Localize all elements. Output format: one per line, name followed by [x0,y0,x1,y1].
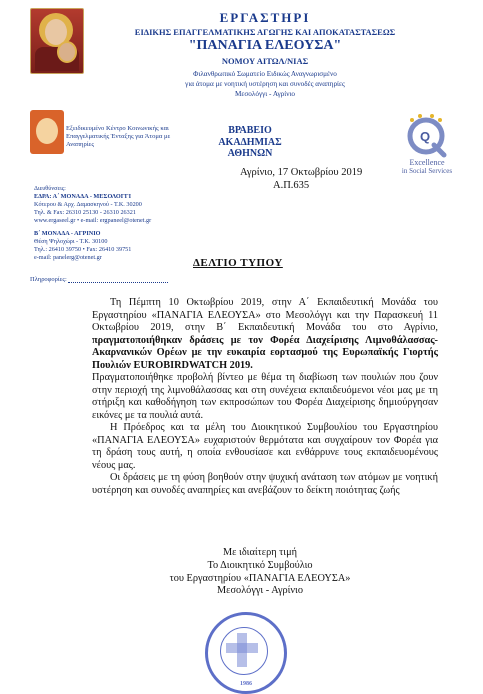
address-b-line3: e-mail: panelerg@otenet.gr [34,254,102,261]
paragraph-3: Η Πρόεδρος και τα μέλη του Διοικητικού Συμβουλίου του Εργαστηρίου «ΠΑΝΑΓΙΑ ΕΛΕΟΥΣΑ» ευχαριστούν θερμότατα και συγχαίρουν τον Φορέα για τη δράση τους αυτή, η οποία ενθουσίασε και ενθάρρυνε τους εκπαιδευομένους νέους μας. [92,422,438,471]
center-logo-mark [36,118,58,144]
address-b-title-text: Β΄ ΜΟΝΑΔΑ - ΑΓΡΙΝΙΟ [34,230,101,237]
closing-line4: Μεσολόγγι - Αγρίνιο [217,585,303,597]
protocol-number: Α.Π.635 [273,180,310,191]
closing-line2: Το Διοικητικό Συμβούλιο [207,559,313,571]
stamp-cross-horizontal [226,643,258,653]
center-logo [30,110,64,154]
address-a-line1: Κότερου & Αρχ. Δαμασκηνού - Τ.Κ. 30200 [34,201,142,208]
paragraph-1 [92,297,438,372]
closing-line3: του Εργαστηρίου «ΠΑΝΑΓΙΑ ΕΛΕΟΥΣΑ» [169,572,351,584]
press-release-title: ΔΕΛΤΙΟ ΤΥΠΟΥ [193,257,283,269]
paragraph-2: Πραγματοποιήθηκε προβολή βίντεο με θέμα τη διαβίωση των πουλιών που ζουν στην περιοχή της λιμνοθάλασσας και στη συνέχεια εκπαιδευόμενοι νέοι μας με τη στήριξη και καθοδήγηση των εκπροσώπων του Φορέα Διαχείρισης δημιούργησαν εικόνες με τα πουλιά αυτά. [92,372,438,421]
address-a-title [34,193,179,200]
closing-block [150,547,370,598]
religious-icon-image [30,8,84,74]
award-line1: ΒΡΑΒΕΙΟ [228,125,272,136]
header-name: "ΠΑΝΑΓΙΑ ΕΛΕΟΥΣΑ" [188,38,342,53]
paragraph-1-bold: πραγματοποιήθηκαν δράσεις με τον Φορέα Διαχείρισης Λιμνοθάλασσας- Ακαρνανικών Ορέων με την ευκαιρία εορτασμού της Ευρωπαϊκής Γιορτής Πουλιών EUROBIRDWATCH 2019. [92,334,438,371]
info-dotted-line [68,282,168,283]
official-stamp [205,612,287,694]
header-subtitle: ΕΙΔΙΚΗΣ ΕΠΑΓΓΕΛΜΑΤΙΚΗΣ ΑΓΩΓΗΣ ΚΑΙ ΑΠΟΚΑΤΑΣΤΑΣΕΩΣ [134,27,396,37]
address-b-line1: Θέση Ψηλοχώρι - Τ.Κ. 30100 [34,238,108,245]
award-line2: ΑΚΑΔΗΜΙΑΣ ΑΘΗΝΩΝ [218,137,282,159]
address-b-line2: Τηλ.: 26410 39750 • Fax: 26410 39751 [34,246,132,253]
body-text [92,297,438,497]
header-line1: Φιλανθρωπικό Σωματείο Ειδικώς Αναγνωρισμένο [193,70,337,78]
stamp-year: 1986 [240,681,252,687]
quality-logo-icon [398,112,454,158]
paragraph-4: Οι δράσεις με τη φύση βοηθούν στην ψυχική ανάταση των ατόμων με νοητική υστέρηση και συνοδές αναπηρίες και ανεβάζουν το δείκτη ποιότητας ζωής [92,472,438,496]
address-a-line3: www.ergaseel.gr • e-mail: ergpaneel@otenet.gr [34,217,152,224]
svg-text:Q: Q [420,129,431,144]
header-prefecture: ΝΟΜΟΥ ΑΙΤΩΛ/ΝΙΑΣ [221,56,309,66]
document-date: Αγρίνιο, 17 Οκτωβρίου 2019 [240,167,363,178]
address-b-title [34,230,179,237]
paragraph-1-text: Τη Πέμπτη 10 Οκτωβρίου 2019, στην Α΄ Εκπαιδευτική Μονάδα του Εργαστηρίου «ΠΑΝΑΓΙΑ ΕΛΕΟΥΣΑ» στο Μεσολόγγι και την Παρασκευή 11 Οκτωβρίου 2019, στην Β΄ Εκπαιδευτική Μονάδα του στο Αγρίνιο, [92,297,438,333]
header-line2: για άτομα με νοητική υστέρηση και συνοδές αναπηρίες [185,80,345,88]
addresses-label: Διευθύνσεις: [34,185,66,192]
info-label: Πληροφορίες: [30,276,67,283]
quality-logo-text [392,159,462,175]
address-a-line2: Τηλ. & Fax: 26310 25130 - 26310 26321 [34,209,136,216]
quality-line2: in Social Services [401,167,453,175]
address-a-title-text: ΕΔΡΑ: Α΄ ΜΟΝΑΔΑ - ΜΕΣΟΛΟΓΓΙ [34,193,131,200]
header-line3: Μεσολόγγι - Αγρίνιο [234,90,295,98]
header-title: ΕΡΓΑΣΤΗΡΙ [219,10,311,25]
closing-line1: Με ιδιαίτερη τιμή [223,547,297,558]
center-logo-text: Εξειδικευμένο Κέντρο Κοινωνικής και Επαγγελματικής Ένταξης για Άτομα με Αναπηρίες [66,125,171,148]
quality-line1: Excellence [409,158,445,167]
child-shape [57,41,77,63]
